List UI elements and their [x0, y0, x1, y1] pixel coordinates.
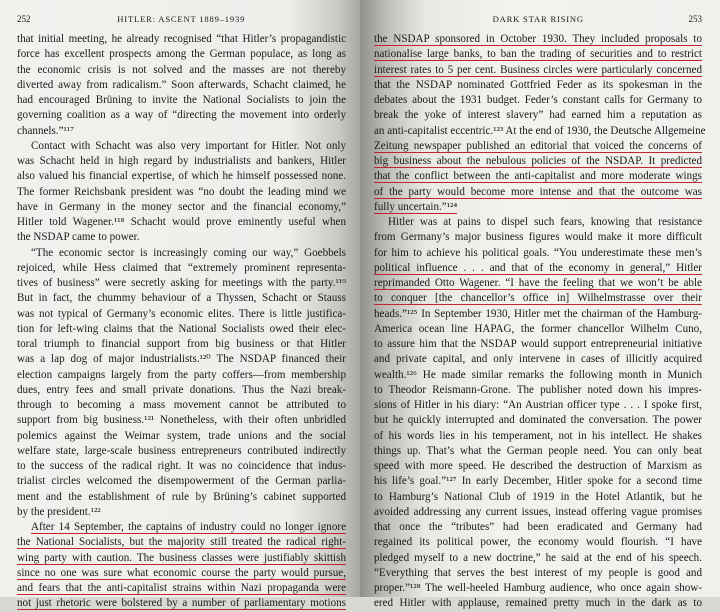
text-line: [17, 93, 346, 108]
right-page-header: [374, 14, 702, 24]
text-line: [374, 307, 702, 322]
text-line: [17, 154, 346, 169]
text-line: [374, 185, 702, 200]
line-text: was Schacht held in high regard by industrialists and bankers, Hitler: [17, 155, 346, 167]
text-line: [17, 596, 346, 611]
line-text: “The economic sector is increasingly coming our way,” Goebbels: [31, 246, 346, 259]
underlined-text: Zeitung newspaper published an editorial that voiced the concerns of: [374, 139, 702, 152]
line-text: to the success of the radical right. It was no coincidence that indus-: [17, 460, 346, 472]
line-text: But in fact, the chummy behaviour of a Thyssen, Schacht or Stauss: [17, 292, 346, 305]
text-line: [17, 200, 346, 215]
line-text: that once the “tributes” had been eradicated and Germany had: [374, 521, 702, 533]
underlined-text: interest rates to 5 per cent. Business circles were particularly concerned: [374, 63, 702, 76]
text-line: [374, 291, 702, 306]
text-line: [374, 581, 702, 596]
right-running-head: DARK STAR RISING: [492, 14, 584, 24]
text-line: [374, 47, 702, 62]
line-text: “Everything that serves the best interest of my people is good and: [374, 566, 702, 579]
line-text: avoided addressing any current issues, instead offering vague promises: [374, 505, 702, 518]
line-text: ered Hitler with applause, remained pretty much in the dark as to: [374, 597, 702, 610]
text-line: [374, 169, 702, 184]
text-line: [17, 108, 346, 123]
text-line: [17, 215, 346, 230]
text-line: [17, 429, 346, 444]
text-line: [17, 337, 346, 352]
underlined-text: not just rhetoric were bolstered by a number of parliamentary motions: [17, 597, 346, 610]
text-line: [374, 413, 702, 428]
text-line: [374, 261, 702, 276]
text-line: [17, 505, 346, 520]
text-line: [17, 32, 346, 47]
line-text: Hitler told Wagener.¹¹⁸ Schacht would prove eminently useful when: [17, 216, 346, 228]
text-line: [374, 490, 702, 505]
line-text: break the yoke of interest slavery” had earned him a reputation as: [374, 109, 702, 122]
underlined-text: political influence . . . and that of the economy in general,” Hitler: [374, 261, 702, 274]
text-line: [17, 78, 346, 93]
text-line: [374, 124, 706, 139]
text-line: [374, 154, 702, 169]
line-text: tion for left-wing claims that the National Socialists owed their elec-: [17, 322, 346, 335]
text-line: [374, 337, 702, 352]
line-text: speed with more speed. He described the destruction of Marxism as: [374, 460, 702, 472]
text-line: [17, 124, 346, 139]
line-text: Hitler was at pains to dispel such fears, knowing that resistance: [388, 216, 702, 228]
line-text: his life’s goal.”¹²⁷ In early December, Hitler spoke for a second time: [374, 475, 702, 488]
line-text: welfare state, large-scale business entrepreneurs contributed indirectly: [17, 444, 346, 457]
text-line: [17, 322, 346, 337]
text-line: [17, 352, 346, 367]
text-line: [17, 368, 346, 383]
text-line: [17, 383, 346, 398]
right-page-body: [374, 32, 706, 612]
line-text: of his words lies in his temperament, not in his intellect. He shakes: [374, 429, 702, 442]
text-line: [374, 368, 702, 383]
line-text: to Hamburg’s National Club of 1919 in the Hotel Atlantik, but he: [374, 490, 702, 503]
line-text: debates about the 1931 budget. Feder’s constant calls for Germany to: [374, 94, 702, 106]
text-line: [374, 108, 702, 123]
underlined-text: of the party would become more intense and that the outcome was: [374, 185, 702, 198]
text-line: [374, 246, 702, 261]
line-text: dues, entry fees and small private donations. Thus the Nazi break-: [17, 383, 346, 396]
text-line: [17, 139, 346, 154]
line-text: toral triumph to financial support from big business or that Hitler: [17, 338, 346, 350]
line-text: from Germany’s major business figures would make it more difficult: [374, 231, 702, 244]
underlined-text: After 14 September, the captains of industry could no longer ignore: [31, 521, 346, 533]
text-line: [374, 139, 702, 154]
underlined-text: and fears that the anti-capitalist strains within Nazi propaganda were: [17, 582, 346, 594]
text-line: [17, 230, 346, 245]
text-line: [374, 459, 702, 474]
text-line: [17, 535, 346, 550]
line-text: things up. That’s what the German people need. You can only beat: [374, 444, 702, 457]
text-line: [374, 566, 702, 581]
text-line: [17, 566, 346, 581]
text-line: [374, 63, 702, 78]
text-line: [17, 261, 346, 276]
line-text: proper.”¹²⁸ The well-heeled Hamburg audience, who once again show-: [374, 582, 702, 594]
text-line: [374, 520, 702, 535]
text-line: [17, 185, 346, 200]
text-line: [17, 413, 346, 428]
line-text: governing coalition as a way of “directing the movement into orderly: [17, 109, 346, 122]
line-text: support from big business.¹²¹ Nonetheless, with their often unbridled: [17, 414, 346, 427]
line-text: an anti-capitalist eccentric.¹²³ At the end of 1930, the Deutsche Allgemeine: [374, 124, 706, 137]
text-line: [17, 47, 346, 62]
underlined-text: to conquer [the chancellor’s office in] Wilhelmstrasse over their: [374, 292, 702, 305]
line-text: pledged myself to a new doctrine,” he said at the end of his speech.: [374, 551, 702, 564]
underlined-text: wing party with caution. The business classes were justifiably skittish: [17, 551, 346, 564]
text-line: [17, 246, 346, 261]
line-text: Contact with Schacht was also very important for Hitler. Not only: [31, 139, 346, 152]
line-text: and private capital, and only intervene in cases of illicitly acquired: [374, 353, 702, 366]
line-text: have in Germany in the money sector and the financial economy,”: [17, 200, 346, 213]
right-page: [360, 0, 720, 610]
text-line: [374, 352, 702, 367]
text-line: [374, 535, 702, 550]
text-line: [17, 291, 346, 306]
text-line: [17, 551, 346, 566]
underlined-text: since no one was sure what economic course the party would pursue,: [17, 566, 346, 579]
line-text: America ocean line HAPAG, the former chancellor Wilhelm Cuno,: [374, 322, 702, 335]
line-text: through to becoming a mass movement cannot be attributed to: [17, 399, 346, 411]
text-line: [17, 444, 346, 459]
underlined-text: that the conflict between the anti-capitalist and more moderate wings: [374, 170, 702, 183]
text-line: [374, 93, 702, 108]
right-page-number: 253: [688, 14, 702, 24]
text-line: [17, 398, 346, 413]
line-text: that initial meeting, he already recognised “that Hitler’s propagandistic: [17, 33, 346, 45]
line-text: the NSDAP came to power.: [17, 231, 140, 244]
text-line: [374, 474, 702, 489]
text-line: [17, 307, 346, 322]
line-text: ment and the establishment of rule by Brüning’s cabinet supported: [17, 490, 346, 503]
line-text: polemics against the Weimar system, trade unions and the social: [17, 429, 346, 442]
line-text: wealth.¹²⁶ He made similar remarks the following month in Munich: [374, 368, 702, 381]
line-text: regained its political power, the economy would flourish. “I have: [374, 536, 702, 549]
line-text: for him to achieve his political goals. “You underestimate these men’s: [374, 246, 702, 259]
line-text: had encouraged Brüning to invite the National Socialists to join the: [17, 94, 346, 106]
line-text: heads.”¹²⁵ In September 1930, Hitler met the chairman of the Hamburg-: [374, 307, 702, 320]
underlined-text: nationalise large banks, to ban the trading of securities and to restrict: [374, 48, 702, 61]
left-page-body: [17, 32, 346, 612]
line-text: election campaigns largely from the party coffers—from membership: [17, 368, 346, 381]
text-line: [17, 459, 346, 474]
text-line: [17, 276, 346, 291]
line-text: but he quickly interrupted and dominated the conversation. The power: [374, 414, 702, 427]
text-line: [374, 78, 702, 93]
line-text: diverted away from radicalism.” Soon afterwards, Schacht claimed, he: [17, 78, 346, 91]
text-line: [374, 215, 702, 230]
underlined-text: fully uncertain.”¹²⁴: [374, 200, 458, 213]
line-text: rejoiced, while Hess claimed that “extremely prominent representa-: [17, 261, 346, 274]
text-line: [17, 581, 346, 596]
text-line: [374, 200, 702, 215]
line-text: channels.”¹¹⁷: [17, 124, 75, 137]
left-running-head: HITLER: ASCENT 1889–1939: [117, 14, 246, 24]
text-line: [374, 32, 702, 47]
line-text: trialist circles welcomed the disempowerment of the German parlia-: [17, 475, 346, 488]
text-line: [374, 276, 702, 291]
text-line: [374, 398, 702, 413]
text-line: [374, 551, 702, 566]
line-text: to assure him that the NSDAP would support entrepreneurial initiative: [374, 338, 702, 350]
left-page: [0, 0, 360, 610]
underlined-text: reprimanded Otto Wagener. “I have the feeling that we won’t be able: [374, 277, 702, 289]
line-text: force has excellent prospects among the German populace, as long as: [17, 48, 346, 61]
line-text: The former Reichsbank president was “no doubt the leading mind we: [17, 185, 346, 198]
text-line: [374, 230, 702, 245]
line-text: also valued his financial expertise, of which he himself possessed none.: [17, 170, 346, 183]
underlined-text: the National Socialists, but the majority still treated the radical right-: [17, 536, 346, 549]
text-line: [17, 520, 346, 535]
left-page-number: 252: [17, 14, 31, 24]
line-text: the economic crisis is not solved and the masses are not thereby: [17, 63, 346, 76]
text-line: [374, 444, 702, 459]
left-page-header: [17, 14, 346, 24]
line-text: to Theodor Reismann-Grone. The publisher noted down his impres-: [374, 383, 702, 396]
text-line: [374, 383, 702, 398]
line-text: by the president.¹²²: [17, 505, 101, 518]
line-text: tives of business” were secretly asking for meetings with the party.¹¹⁹: [17, 277, 346, 289]
line-text: was not typical of Germany’s economic elites. There is little justifica-: [17, 307, 346, 320]
line-text: that the NSDAP nominated Gottfried Feder as its spokesman in the: [374, 78, 702, 91]
text-line: [17, 474, 346, 489]
text-line: [374, 322, 702, 337]
line-text: was a lap dog of major industrialists.¹²⁰ The NSDAP financed their: [17, 353, 346, 366]
line-text: sions of Hitler in his diary: “An Austrian officer type . . . I spoke first,: [374, 399, 702, 411]
text-line: [374, 505, 702, 520]
underlined-text: big business about the nebulous policies of the NSDAP. It predicted: [374, 155, 702, 167]
text-line: [374, 429, 702, 444]
text-line: [374, 596, 702, 611]
text-line: [17, 169, 346, 184]
text-line: [17, 63, 346, 78]
text-line: [17, 490, 346, 505]
underlined-text: the NSDAP sponsored in October 1930. They included proposals to: [374, 33, 702, 45]
